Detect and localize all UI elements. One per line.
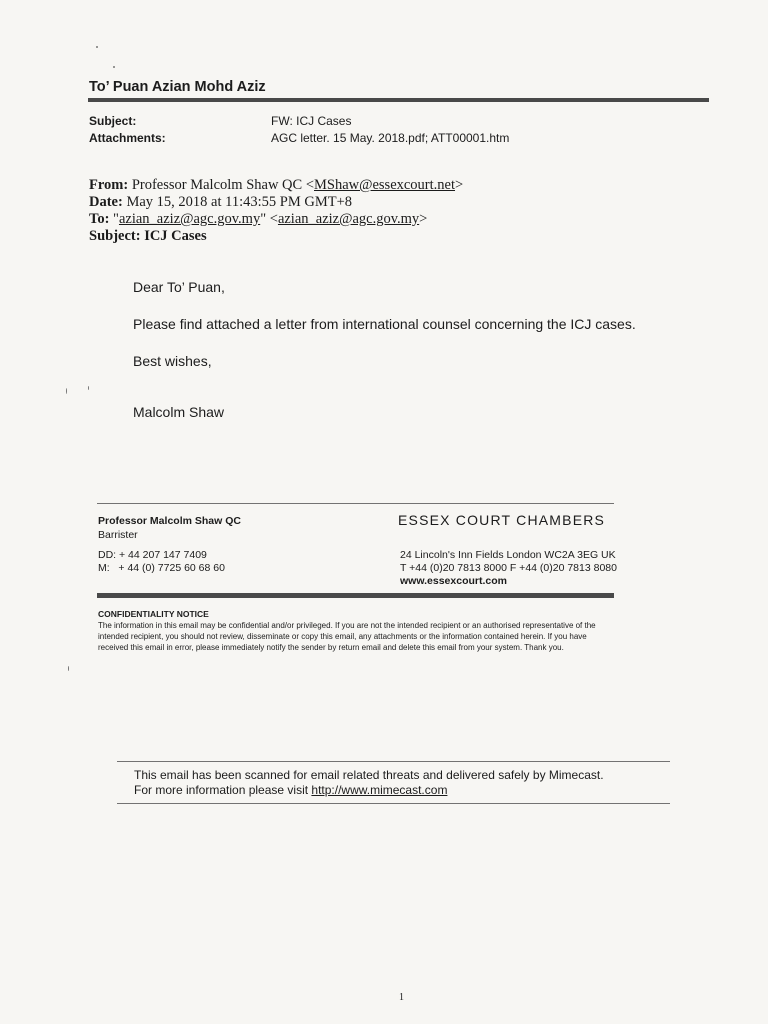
firm-address: 24 Lincoln's Inn Fields London WC2A 3EG UK [400, 549, 616, 561]
subject-value: FW: ICJ Cases [271, 114, 352, 128]
attachments-value: AGC letter. 15 May. 2018.pdf; ATT00001.htm [271, 131, 510, 145]
from-name: Professor Malcolm Shaw QC < [131, 177, 314, 193]
mimecast-line2 [134, 783, 447, 797]
scan-speck [66, 388, 67, 394]
firm-phones: T +44 (0)20 7813 8000 F +44 (0)20 7813 8080 [400, 562, 617, 574]
fwd-subject-value: ICJ Cases [144, 228, 207, 244]
confidentiality-heading: CONFIDENTIALITY NOTICE [98, 609, 209, 619]
closing: Best wishes, [133, 353, 212, 369]
scan-speck [88, 386, 89, 390]
signature-bottom-rule [97, 593, 614, 598]
greeting: Dear To’ Puan, [133, 279, 225, 295]
to-line [89, 211, 427, 228]
mimecast-top-rule [117, 761, 670, 762]
to-close: > [419, 211, 428, 227]
page-number: 1 [399, 992, 404, 1003]
body-paragraph: Please find attached a letter from international counsel concerning the ICJ cases. [133, 316, 636, 332]
firm-name: ESSEX COURT CHAMBERS [398, 512, 606, 528]
signature-top-rule [97, 503, 614, 504]
mimecast-line1: This email has been scanned for email related threats and delivered safely by Mimecast. [134, 768, 604, 782]
to-label: To: [89, 211, 110, 227]
date-line [89, 194, 352, 211]
sig-mobile: M: + 44 (0) 7725 60 68 60 [98, 562, 225, 574]
scan-speck [96, 46, 98, 48]
attachments-label: Attachments: [89, 131, 166, 145]
to-email-link-1[interactable]: azian_aziz@agc.gov.my [118, 211, 261, 227]
signature-name: Malcolm Shaw [133, 404, 225, 420]
mimecast-link[interactable]: http://www.mimecast.com [311, 783, 448, 797]
date-value: May 15, 2018 at 11:43:55 PM GMT+8 [126, 194, 352, 210]
firm-website: www.essexcourt.com [400, 575, 507, 587]
header-rule [88, 98, 709, 102]
from-line [89, 177, 463, 194]
fwd-subject-line [89, 228, 207, 245]
recipient-name: To’ Puan Azian Mohd Aziz [89, 79, 266, 95]
from-close: > [455, 177, 464, 193]
subject-label: Subject: [89, 114, 137, 128]
mimecast-bottom-rule [117, 803, 670, 804]
sig-title: Barrister [98, 529, 138, 541]
to-quote-open: " [113, 211, 119, 227]
to-mid: " < [260, 211, 278, 227]
sig-name: Professor Malcolm Shaw QC [98, 515, 241, 527]
confidentiality-text: The information in this email may be confidential and/or privileged. If you are not the intended recipient or an authorised representative of the intended recipient, you should not review, disseminate or copy this email, any attachments or the information contained herein. If you have received this email in error, please immediately notify the sender by return email and delete this email from your system. Thank you. [98, 621, 596, 652]
sig-dd: DD: + 44 207 147 7409 [98, 549, 207, 561]
to-email-link-2[interactable]: azian_aziz@agc.gov.my [277, 211, 420, 227]
scan-speck [113, 66, 115, 68]
fwd-subject-label: Subject: [89, 228, 141, 244]
from-email-link[interactable]: MShaw@essexcourt.net [314, 177, 456, 193]
from-label: From: [89, 177, 129, 193]
date-label: Date: [89, 194, 123, 210]
scan-speck [68, 666, 69, 671]
mimecast-line2-prefix: For more information please visit [134, 783, 312, 797]
